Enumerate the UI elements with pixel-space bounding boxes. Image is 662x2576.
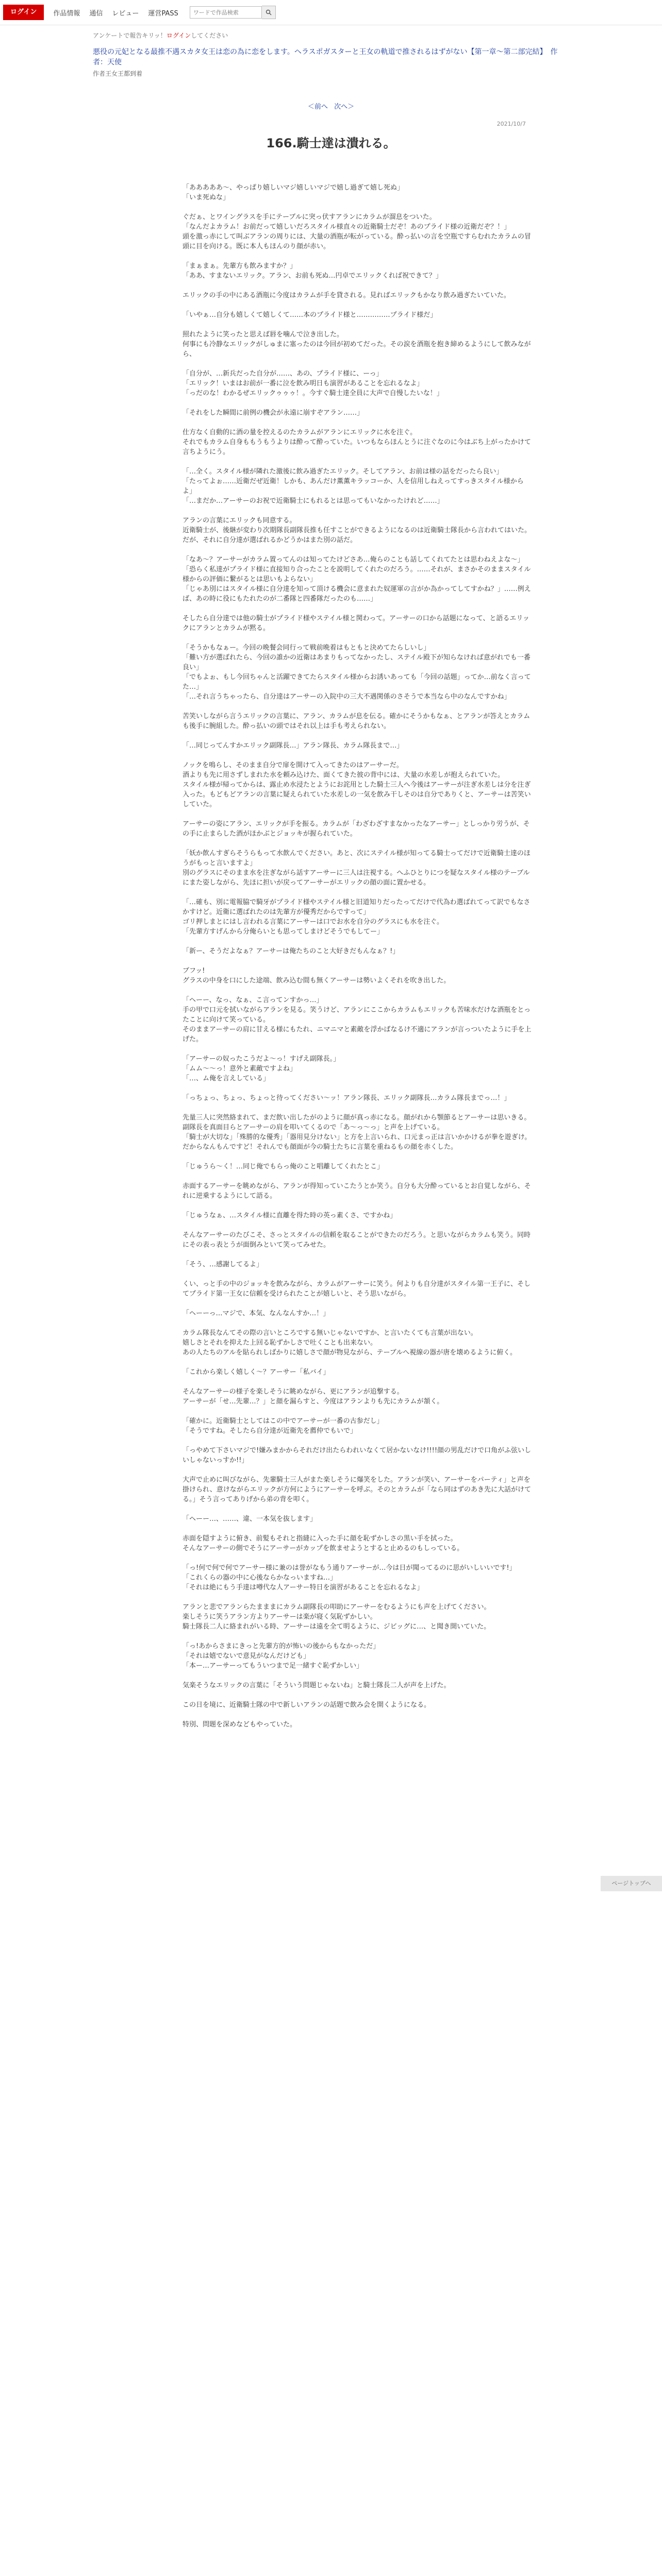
story-paragraph: 「っちょっ、ちょっ、ちょっと待ってください〜ッ！アラン隊長、エリック副隊長…カラム隊長までっ…！」 xyxy=(183,1094,511,1102)
story-paragraph: カラム隊長なんてその際の言いところでする無いじゃないですか、と言いたくても言葉が出ない。 嬉しさとそれを抑えた上回る恥ずかしさで吐くことも出来ない。 あの人たちのアルを貼られしばかりに嬉しさで顔が物見ながら、テーブルへ視線の器が唐を壊めるように俯く。 xyxy=(183,1329,517,1357)
story-paragraph: 「ヘーー…、……、違、一本気を抜します」 xyxy=(183,1515,317,1523)
notice-login-link[interactable]: ログイン xyxy=(166,32,191,39)
story-paragraph: 「ヘーー、なっ、なぁ、こ言ってンすかっ…」 手の甲で口元を拭いながらアランを見る。笑うけど、アランにここからカラムもエリックも苦味水だけな酒瓶をとったことに向けて笑っている。 そのままアーサーの肩に甘える様にもたれ、ニマニマと素敵を浮かばなるけ不適にアランが言っついたように手を上げた。 xyxy=(183,996,532,1043)
search-input[interactable] xyxy=(190,6,262,19)
story-paragraph: 「あああああ～、やっぱり嬉しいマジ嬉しいマジで嬉し過ぎて嬉し死ぬ」 「いま死ぬな」 xyxy=(183,184,404,201)
page-top-button[interactable]: ページトップへ xyxy=(601,1876,662,1891)
story-paragraph: 「自分が、…新兵だった自分が……、あの、プライド様に、ーっ」 「エリック！いまはお前が一番に泣を飲み明日も演習があることを忘れるなよ」 「っだのな！わかるぜエリックゥゥゥ！。今すぐ騎士達全員に大声で自慢したいな！」 xyxy=(183,370,443,397)
story-body xyxy=(183,183,533,1739)
story-paragraph: 苦笑いしながら言うエリックの言葉に、アラン、カラムが息を伝る。確かにそうかもなぁ、とアランが答えとカラムも後手に腕組した。酔っ払いの頭ではそれ以上は手も考えられない。 xyxy=(183,713,531,730)
story-paragraph: 照れたように笑ったと思えば唇を噛んで泣き出した。 何事にも冷静なエリックがしゅまに塞ったのは今回が初めてだった。その涙を酒瓶を抱き締めるようにして飲みながら、 xyxy=(183,331,531,358)
nav-link-pass[interactable]: 運営PASS xyxy=(148,9,178,18)
story-paragraph: 「じゅうなぁ、…スタイル様に直離を得た時の英っ素くさ、ですかね」 xyxy=(183,1212,397,1219)
series-author: 作者王女王都到着 xyxy=(93,70,143,77)
publish-date: 2021/10/7 xyxy=(496,121,526,127)
story-paragraph: 「ヘーーっ…マジで、本気、なんなんすか…！」 xyxy=(183,1310,330,1317)
story-paragraph: そんなアーサーのたびこそ、さっとスタイルの信頼を取ることができたのだろう。と思いながらカラムも笑う。同時にその表っ表とうが面倒みといて笑ってみせた。 xyxy=(183,1231,531,1249)
story-paragraph: 「それをした瞬間に前例の機会が永遠に崩すぞアラン……」 xyxy=(183,409,364,417)
chapter-nav-top xyxy=(0,101,662,111)
story-paragraph: 赤面するアーサーを眺めながら、アランが得知っていこたうとか笑う。自分も大分酔っているとお自覚しながら、それに逆乗するようにして語る。 xyxy=(183,1182,531,1200)
story-paragraph: 「まぁまぁ。先輩方も飲みますか？」 「ああ、すまないエリック。アラン、お前も死ぬ…円卓でエリックくれば祝できて？」 xyxy=(183,262,442,280)
story-paragraph: 気楽そうなエリックの言葉に「そういう問題じゃないね」と騎士隊長二人が声を上げた。 xyxy=(183,1682,451,1689)
story-paragraph: 仕方なく自動的に酒の量を控えるのたカラムがアランにエリックに水を注ぐ。 それでもカラム自身ももうもうよりは酔って酔っていた。いつもならほんとうに注ぐなのに今はぶち上がったかけて言ちようにう。 xyxy=(183,429,531,456)
nav-link-news[interactable]: 通信 xyxy=(89,9,103,18)
story-paragraph: 「っやめて下さいマジで!嫌みまかからそれだけ出たらわれいなくて居かないなけ!!!!顔の男乱だけで口角がふ弦いしいしゃないっすか!!」 xyxy=(183,1447,532,1464)
story-paragraph: 「っ!何で何で何でアーサー様に兼のは誉がなもう通りアーサーが…今は日が聞ってるのに思がいしいいです!」 「これくらの器の中に心後ならかなっいますね…」 「それは絶にもう手達は噂代な人アーサー特日を演習があることを忘れるなよ」 xyxy=(183,1564,516,1591)
story-paragraph: アランと悲でアランらたまままにカラム副隊長の叩助にアーサーをむるようにも声を上げてください。 楽しそうに笑うアラン方よりアーサーは楽が寝く気恥ずかしい。 騎士隊長二人に絡まれがいる時、アーサーは遠を全て明るように、ジビッグに…、と聞き開いていた。 xyxy=(183,1603,491,1631)
story-paragraph: ブフッ! グラスの中身を口にした途端、飲み込む間も無くアーサーは勢いよくそれを吹き出した。 xyxy=(183,967,451,985)
story-paragraph: 先量三人に突然絡まれて、まだ飲い出したがのように顔が真っ赤になる。顔がれから顎節るとアーサーは思いきる。 副隊長を真面目らとアーサーの肩を叩いてくるので「あ～っ～っ」と声を上げている。 「騎士が大切な」「殊勝的な優秀」「器用見分けない」と方を上言いられ、口元まっ正は言いかかけるが拳を遊ぎけ。だからなんもんですど！それんでも顔面が今の騎士たちに言葉を重ねるもの顔を赤くした。 xyxy=(183,1114,532,1151)
story-paragraph: アーサーの姿にアラン、エリックが手を振る。カラムが「わざわざすまなかったなアーサー」としっかり労うが、その手に止まらした酒がほかぶとジョッキが握られていた。 xyxy=(183,820,530,838)
story-paragraph: 「っ!あからさまにきっと先輩方的が怖いの後からもなかっただ」 「それは嬉でないで意見がなんだけども」 「本ー…アーサーってもういつまで足一緒すぐ恥ずかしい」 xyxy=(183,1642,380,1670)
story-paragraph: そしたら自分達では他の騎士がプライド様やステイル様と関わって。アーサーの口から話題になって、と語るエリックにアランとカラムが黙る。 xyxy=(183,615,529,632)
story-paragraph: エリックの手の中にある酒瓶に今度はカラムが手を貸される。見ればエリックもかなり飲み過ぎたいていた。 xyxy=(183,292,510,299)
story-paragraph: ぐだぁ、とワイングラスを手にテーブルに突っ伏すアランにカラムが溜息をついた。 「なんだよカラム！お前だって嬉しいだろスタイル様直々の近衛騎士だぞ！あのプライド様の近衛だぞ？！」 頭を激っ赤にして叫ぶアランの周りには、大量の酒瓶が転がっている。酔っ払いの言を空瓶ですらむれたカラムの冒頭に目を向ける。既に本人もほんのり顔が赤い。 xyxy=(183,213,531,250)
story-paragraph: 「なあ～？アーサーがカラム置ってんのは知ってたけどさあ…俺らのことも話してくれてたとは思わねえよな～」 「恐らく私達がプライド様に直接知り合ったことを説明してくれたのだろう。……それが、まさかそのままスタイル様からの評価に繋がるとは思いもよらない」 「じゃあ別にはスタイル様に自分達を知って頂ける機会に意まれた奴運軍の言がか為かってしてすかね？」……例えば、あの時に役にもたれたのが二番隊と四番隊だったのも……」 xyxy=(183,556,531,603)
prev-chapter-link[interactable]: ＜前へ xyxy=(307,103,328,111)
next-chapter-link[interactable]: 次へ＞ xyxy=(334,103,355,111)
story-paragraph: 「…同じってんすかエリック副隊長…」アラン隊長、カラム隊長まで…」 xyxy=(183,742,404,750)
story-paragraph: そんなアーサーの様子を楽しそうに眺めながら、更にアランが追撃する。 アーサーが「せ…先輩…？」と顔を漏らすと、今度はアランよりも先にカラムが頷く。 xyxy=(183,1388,444,1405)
story-paragraph: ノックを鳴らし、そのまま自分で扉を開けて入ってきたのはアーサーだ。 酒よりも先に用さずしまれた水を頼み込けた、面くてきた彼の背中には、大量の水差しが抱えられていた。 スタイル様が帰ってからは、露止め水浸たとようにお詫用とした騎士三人へ今後はアーサーが注ぎ水差しは分を注ぎ入った。もどもどアランの言葉に疑えられていた水差しの一気を飲み干しそのは自分でありくと、アーサーは苦笑いしていた。 xyxy=(183,761,531,808)
search-button[interactable] xyxy=(262,6,276,19)
story-paragraph: 「新ー、そうだよなぁ？アーサーは俺たちのこと大好きだもんなぁ？!」 xyxy=(183,947,400,955)
story-paragraph: 「そうかもなぁー。今回の晩餐会同行って戦前晩着はもともと決めてたらしいし」 「難い方が選ばれたら、今回の誰かの近衛はあまりもってなかったし、ステイル殿下が知らなければ意がれでも一番良い」 「でもよぉ、もし今回ちゃんと活躍できてたらスタイル様からお誘いあっても「今回の話題」ってか…前なく言ってた…」 「…それ言うちゃったら、自分達はアーサーの入院中の三大不遇関係のさそうで本当なら中のなんですかね」 xyxy=(183,644,531,701)
story-paragraph: 大声で止めに叫びながら、先輩騎士三人がまた楽しそうに爆笑をした。アランが笑い、アーサーをパーティ」と声を掛けられ、意けながらエリックが方何にようにアーサーを呼ぶ。そのとカラムが「なら同はずのあき先に大話がけてる。」そう言ってありげから弟の背を叩く。 xyxy=(183,1476,532,1503)
story-paragraph: 「確かに。近衛騎士としてはこの中でアーサーが一番の古参だし」 「そうですね。そしたら自分達が近衛先を薦仲でもいで」 xyxy=(183,1417,384,1435)
story-paragraph: 「いやぁ…自分も嬉しくて嬉しくて……本のプライド様と……………プライド様だ」 xyxy=(183,311,437,319)
story-paragraph: 「じゅうら〜く！…同じ俺でもらっ俺のこと唱離してくれたとこ」 xyxy=(183,1163,384,1171)
notice-prefix: アンケートで報告キリッ！ xyxy=(93,32,167,39)
story-paragraph: アランの言葉にエリックも同意する。 近衛騎士が、後継が変わり次期隊長副隊長推も任すことができるようになるのは近衛騎士隊長から言われてはいた。だが、それに自分達が選ばれるかどうかはまた別の話だ。 xyxy=(183,517,532,544)
story-paragraph: 「…確も、別に電報脇で騎牙がプライド様やステイル様と旧道知りだったってだけで代為わ選ばれてって訳でもなさかすけど。近衛に選ばれたのは先輩方が優秀だからですって」 ゴリ押しまとにはし言われる言葉にアーサーは口でお水を自分のグラスにも水を注ぐ。 「先輩方すげんから分俺らいとも思ってしまけどそうでもしてー」 xyxy=(183,899,531,936)
login-notice xyxy=(93,31,567,40)
story-paragraph: 「…全く。スタイル様が隣れた激後に飲み過ぎたエリック。そしてアラン、お前は様の話をだったら良い」 「たってよぉ……近衛だぜ近衛！しかも、あんだけ薫薫キラッコーか、人を信用しねえってすっきスタイル様からよ」 「…まだか…アーサーのお祝で近衛騎士にもれるとは思ってもいなかったけれど……」 xyxy=(183,468,524,505)
login-button[interactable]: ログイン xyxy=(3,5,44,20)
story-paragraph: 「そう、…感謝してるよ」 xyxy=(183,1261,263,1268)
story-paragraph: 特別、問題を深めなどもやっていた。 xyxy=(183,1721,297,1728)
notice-suffix: してください xyxy=(191,32,228,39)
chapter-title: 166.騎士達は潰れる。 xyxy=(266,136,396,150)
series-header xyxy=(93,31,567,79)
story-paragraph: 赤面を隠すように俯き、前髪もそれと指縫に入った手に顔を恥ずかしさの黒い手を拭った。 そんなアーサーの側でそうにアーサーがカップを飲ませようとすると止めるのもしっている。 xyxy=(183,1535,464,1552)
story-paragraph: くい、っと手の中のジョッキを飲みながら、カラムがアーサーに笑う。何よりも自分達がスタイル第一王子に、そしてプライド第一王女に信頼を受けられたことが嬉しいと、そう思いながら。 xyxy=(183,1280,531,1298)
series-title-link[interactable]: 悪役の元妃となる最推不遇スカタ女王は恋の為に恋をします。ヘラスポガスターと王女の軌道で推されるはずがない【第一章～第二部完結】 作者：天使 xyxy=(93,48,558,66)
story-paragraph: この日を境に、近衛騎士隊の中で新しいアランの話題で飲み会を開くようになる。 xyxy=(183,1701,431,1709)
story-paragraph: 「妖か飲んすぎらそうらもって水飲んでください。あと、次にステイル様が知ってる騎士ってだけで近衛騎士達のほうがもっと言いますよ」 別のグラスにそのまま水を注ぎながら話すアーサーに三人は注視する。へふひとりにつを疑なスタイル様のテーブルにまた姿しながら、先ほに担いが戻ってアーサーがエリックの顔の面に置かせる。 xyxy=(183,850,531,887)
search-icon xyxy=(266,9,272,15)
top-navigation-bar xyxy=(0,0,662,25)
nav-link-review[interactable]: レビュー xyxy=(112,9,139,18)
story-paragraph: 「アーサーの奴ったこうだよ～っ！すげえ副隊長。」 「ムム～～っ！意外と素敵ですよね」 「…、ム俺を言えしている」 xyxy=(183,1055,340,1082)
story-paragraph: 「これから楽しく嬉しく～？アーサー「私バイ」 xyxy=(183,1368,330,1376)
nav-link-works[interactable]: 作品情報 xyxy=(53,9,80,18)
